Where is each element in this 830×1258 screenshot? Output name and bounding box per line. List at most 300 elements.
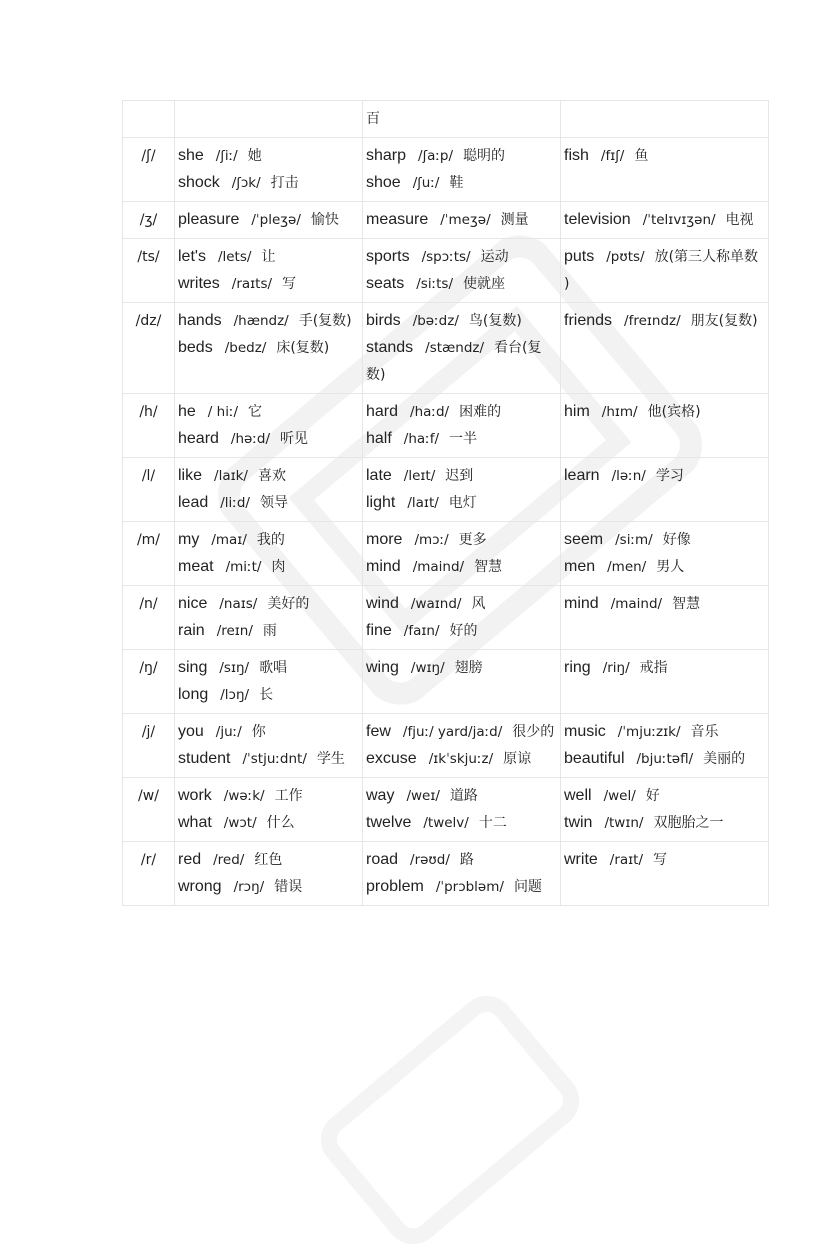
example-word: twelve xyxy=(366,814,412,831)
example-entry xyxy=(178,719,359,746)
example-entry xyxy=(178,463,359,490)
phonetic-transcription: /bəːdz/ xyxy=(412,313,459,329)
example-cell xyxy=(175,458,363,522)
phoneme-symbol: /ts/ xyxy=(123,239,175,303)
phonetic-transcription: /laɪt/ xyxy=(407,495,439,511)
example-word: music xyxy=(564,723,606,740)
example-entry xyxy=(178,527,359,554)
example-word: wrong xyxy=(178,878,222,895)
example-entry xyxy=(366,207,557,234)
example-cell xyxy=(175,138,363,202)
phonetics-table xyxy=(122,100,769,906)
chinese-meaning: 它 xyxy=(248,404,263,420)
example-entry xyxy=(564,746,765,773)
table-row-header xyxy=(123,101,769,138)
example-entry xyxy=(366,170,557,197)
example-entry xyxy=(366,335,557,389)
example-word: what xyxy=(178,814,212,831)
example-word: fish xyxy=(564,147,589,164)
example-entry xyxy=(366,308,557,335)
example-word: red xyxy=(178,851,202,868)
chinese-meaning: 朋友(复数) xyxy=(690,313,758,329)
example-entry xyxy=(366,426,557,453)
example-cell xyxy=(561,586,769,650)
example-entry xyxy=(178,490,359,517)
phonetic-transcription: /men/ xyxy=(607,559,647,575)
example-cell xyxy=(561,138,769,202)
example-entry xyxy=(366,847,557,874)
phonetic-transcription: /wəːk/ xyxy=(223,788,265,804)
example-word: you xyxy=(178,723,204,740)
chinese-meaning: 道路 xyxy=(449,788,478,804)
example-word: meat xyxy=(178,558,214,575)
example-entry xyxy=(178,554,359,581)
example-word: my xyxy=(178,531,200,548)
example-cell xyxy=(175,522,363,586)
example-entry xyxy=(564,207,765,234)
cell-top-text: 百 xyxy=(363,101,561,138)
example-word: him xyxy=(564,403,590,420)
chinese-meaning: 好 xyxy=(645,788,660,804)
chinese-meaning: 长 xyxy=(259,687,274,703)
phonetic-transcription: /ʃuː/ xyxy=(412,175,440,191)
chinese-meaning: 电灯 xyxy=(448,495,477,511)
example-entry xyxy=(178,874,359,901)
chinese-meaning: 看台(复数) xyxy=(366,340,542,383)
example-entry xyxy=(366,527,557,554)
phonetic-transcription: /bedz/ xyxy=(224,340,267,356)
example-entry xyxy=(564,591,765,618)
cell-empty xyxy=(175,101,363,138)
phonetic-transcription: /faɪn/ xyxy=(403,623,440,639)
example-word: television xyxy=(564,211,631,228)
chinese-meaning: 你 xyxy=(251,724,266,740)
phoneme-symbol: /ʃ/ xyxy=(123,138,175,202)
chinese-meaning: 领导 xyxy=(259,495,288,511)
phonetic-transcription: /raɪts/ xyxy=(231,276,273,292)
phonetic-transcription: /weɪ/ xyxy=(406,788,440,804)
example-entry xyxy=(366,244,557,271)
example-entry xyxy=(366,618,557,645)
example-word: writes xyxy=(178,275,220,292)
example-entry xyxy=(178,682,359,709)
example-cell xyxy=(561,522,769,586)
example-entry xyxy=(564,847,765,874)
example-entry xyxy=(366,271,557,298)
example-word: puts xyxy=(564,248,595,265)
example-word: birds xyxy=(366,312,401,329)
chinese-meaning: 困难的 xyxy=(459,404,502,420)
phonetic-transcription: /twelv/ xyxy=(423,815,469,831)
chinese-meaning: 美丽的 xyxy=(703,751,746,767)
chinese-meaning: 雨 xyxy=(262,623,277,639)
example-word: seem xyxy=(564,531,604,548)
example-entry xyxy=(366,463,557,490)
example-word: friends xyxy=(564,312,613,329)
example-entry xyxy=(178,783,359,810)
example-cell xyxy=(175,778,363,842)
table-row xyxy=(123,394,769,458)
example-word: twin xyxy=(564,814,593,831)
chinese-meaning: 他(宾格) xyxy=(647,404,701,420)
example-cell xyxy=(363,458,561,522)
chinese-meaning: 十二 xyxy=(478,815,507,831)
phonetic-transcription: /stændz/ xyxy=(425,340,485,356)
chinese-meaning: 美好的 xyxy=(267,596,310,612)
phonetic-transcription: /maɪ/ xyxy=(211,532,247,548)
chinese-meaning: 工作 xyxy=(274,788,303,804)
chinese-meaning: 迟到 xyxy=(445,468,474,484)
example-cell xyxy=(363,239,561,303)
example-entry xyxy=(366,554,557,581)
example-entry xyxy=(366,591,557,618)
example-entry xyxy=(564,308,765,335)
phonetic-transcription: /mɔː/ xyxy=(414,532,449,548)
example-entry xyxy=(178,244,359,271)
phoneme-symbol: /m/ xyxy=(123,522,175,586)
phonetic-transcription: /maind/ xyxy=(610,596,663,612)
phoneme-symbol: /h/ xyxy=(123,394,175,458)
phonetic-transcription: /fɪʃ/ xyxy=(600,148,625,164)
chinese-meaning: 歌唱 xyxy=(259,660,288,676)
example-entry xyxy=(564,463,765,490)
example-word: like xyxy=(178,467,203,484)
phonetic-transcription: / hiː/ xyxy=(207,404,239,420)
example-word: wing xyxy=(366,659,399,676)
example-entry xyxy=(178,847,359,874)
example-word: work xyxy=(178,787,212,804)
example-word: problem xyxy=(366,878,424,895)
example-cell xyxy=(363,202,561,239)
phoneme-symbol: /r/ xyxy=(123,842,175,906)
phonetic-transcription: /wel/ xyxy=(603,788,636,804)
chinese-meaning: 写 xyxy=(653,852,668,868)
example-word: lead xyxy=(178,494,209,511)
example-word: way xyxy=(366,787,395,804)
phoneme-symbol: /l/ xyxy=(123,458,175,522)
example-entry xyxy=(366,399,557,426)
chinese-meaning: 鱼 xyxy=(634,148,649,164)
phonetic-transcription: /waɪnd/ xyxy=(410,596,462,612)
example-cell xyxy=(175,714,363,778)
example-word: heard xyxy=(178,430,219,447)
example-word: ring xyxy=(564,659,591,676)
example-cell xyxy=(363,586,561,650)
phonetic-transcription: /hɪm/ xyxy=(601,404,638,420)
table-row xyxy=(123,239,769,303)
phonetic-transcription: /lɔŋ/ xyxy=(220,687,250,703)
chinese-meaning: 鞋 xyxy=(449,175,464,191)
example-entry xyxy=(564,655,765,682)
example-cell xyxy=(363,778,561,842)
phonetic-transcription: /riŋ/ xyxy=(602,660,630,676)
example-entry xyxy=(366,655,557,682)
example-word: pleasure xyxy=(178,211,240,228)
chinese-meaning: 好像 xyxy=(662,532,691,548)
table-row xyxy=(123,202,769,239)
chinese-meaning: 原谅 xyxy=(503,751,532,767)
phonetic-transcription: /ʃaːp/ xyxy=(418,148,454,164)
phonetic-transcription: /wɔt/ xyxy=(223,815,257,831)
phoneme-symbol: /dz/ xyxy=(123,303,175,394)
example-entry xyxy=(366,143,557,170)
example-cell xyxy=(561,239,769,303)
chinese-meaning: 打击 xyxy=(270,175,299,191)
example-word: beds xyxy=(178,339,213,356)
phonetic-transcription: /raɪt/ xyxy=(609,852,644,868)
phonetic-transcription: /ɪkˈskjuːz/ xyxy=(428,751,494,767)
example-cell xyxy=(175,303,363,394)
example-entry xyxy=(178,335,359,362)
phonetic-transcription: /maind/ xyxy=(412,559,465,575)
example-cell xyxy=(363,714,561,778)
example-cell xyxy=(561,714,769,778)
example-cell xyxy=(561,202,769,239)
table-row xyxy=(123,458,769,522)
table-row xyxy=(123,522,769,586)
example-word: few xyxy=(366,723,391,740)
example-word: road xyxy=(366,851,399,868)
example-entry xyxy=(564,399,765,426)
chinese-meaning: 测量 xyxy=(500,212,529,228)
example-cell xyxy=(561,303,769,394)
chinese-meaning: 床(复数) xyxy=(276,340,330,356)
example-entry xyxy=(564,527,765,554)
chinese-meaning: 学习 xyxy=(655,468,684,484)
phonetic-transcription: /ʃiː/ xyxy=(215,148,238,164)
example-cell xyxy=(175,586,363,650)
phonetic-transcription: /juː/ xyxy=(215,724,242,740)
example-word: let's xyxy=(178,248,206,265)
phonetic-transcription: /hændz/ xyxy=(233,313,289,329)
chinese-meaning: 智慧 xyxy=(672,596,701,612)
chinese-meaning: 肉 xyxy=(271,559,286,575)
example-word: well xyxy=(564,787,592,804)
example-entry xyxy=(564,244,765,298)
phonetic-transcription: /ˈmeʒə/ xyxy=(440,212,491,228)
example-entry xyxy=(366,746,557,773)
example-cell xyxy=(363,303,561,394)
example-entry xyxy=(178,426,359,453)
table-row xyxy=(123,138,769,202)
example-entry xyxy=(564,554,765,581)
example-entry xyxy=(564,810,765,837)
example-entry xyxy=(178,618,359,645)
example-entry xyxy=(366,874,557,901)
chinese-meaning: 红色 xyxy=(254,852,283,868)
example-cell xyxy=(175,394,363,458)
phonetic-transcription: /wɪŋ/ xyxy=(410,660,445,676)
phonetic-transcription: /red/ xyxy=(213,852,245,868)
example-word: nice xyxy=(178,595,208,612)
phoneme-symbol: /n/ xyxy=(123,586,175,650)
watermark-stamp-lower xyxy=(307,982,594,1258)
phonetic-transcription: /rɔŋ/ xyxy=(233,879,265,895)
example-word: shoe xyxy=(366,174,401,191)
example-cell xyxy=(561,778,769,842)
example-cell xyxy=(363,138,561,202)
chinese-meaning: 很少的 xyxy=(512,724,555,740)
phonetic-transcription: /ˈprɔbləm/ xyxy=(435,879,504,895)
example-word: sing xyxy=(178,659,208,676)
example-entry xyxy=(178,308,359,335)
chinese-meaning: 风 xyxy=(471,596,486,612)
example-cell xyxy=(363,842,561,906)
example-word: seats xyxy=(366,275,405,292)
phoneme-symbol: /j/ xyxy=(123,714,175,778)
example-word: long xyxy=(178,686,209,703)
example-entry xyxy=(178,655,359,682)
chinese-meaning: 错误 xyxy=(274,879,303,895)
phonetic-transcription: /rəʊd/ xyxy=(410,852,450,868)
example-entry xyxy=(366,783,557,810)
example-word: measure xyxy=(366,211,429,228)
phonetic-transcription: /ʃɔk/ xyxy=(231,175,261,191)
example-entry xyxy=(178,746,359,773)
phonetic-transcription: /freɪndz/ xyxy=(624,313,681,329)
chinese-meaning: 喜欢 xyxy=(257,468,286,484)
phonetic-transcription: /ˈpleʒə/ xyxy=(251,212,301,228)
table-row xyxy=(123,778,769,842)
example-entry xyxy=(178,810,359,837)
example-entry xyxy=(564,143,765,170)
example-word: stands xyxy=(366,339,414,356)
phonetic-transcription: /naɪs/ xyxy=(219,596,258,612)
example-entry xyxy=(564,719,765,746)
example-word: beautiful xyxy=(564,750,625,767)
phonetic-transcription: /miːt/ xyxy=(225,559,262,575)
example-entry xyxy=(366,810,557,837)
chinese-meaning: 智慧 xyxy=(474,559,503,575)
chinese-meaning: 什么 xyxy=(266,815,295,831)
example-word: she xyxy=(178,147,204,164)
example-cell xyxy=(561,842,769,906)
example-word: wind xyxy=(366,595,399,612)
chinese-meaning: 让 xyxy=(261,249,276,265)
chinese-meaning: 电视 xyxy=(725,212,754,228)
example-word: light xyxy=(366,494,396,511)
example-word: learn xyxy=(564,467,600,484)
example-entry xyxy=(178,399,359,426)
phoneme-symbol: /ʒ/ xyxy=(123,202,175,239)
example-word: mind xyxy=(366,558,401,575)
phonetic-transcription: /ləːn/ xyxy=(611,468,646,484)
chinese-meaning: 双胞胎之一 xyxy=(653,815,724,831)
chinese-meaning: 男人 xyxy=(656,559,685,575)
phoneme-symbol: /w/ xyxy=(123,778,175,842)
phonetic-transcription: /həːd/ xyxy=(230,431,270,447)
phonetic-transcription: /siːts/ xyxy=(416,276,454,292)
example-word: student xyxy=(178,750,231,767)
example-cell xyxy=(561,458,769,522)
phonetic-transcription: /ˈtelɪvɪʒən/ xyxy=(642,212,716,228)
example-entry xyxy=(178,170,359,197)
phonetic-transcription: /reɪn/ xyxy=(216,623,253,639)
example-entry xyxy=(178,143,359,170)
table-row xyxy=(123,714,769,778)
example-entry xyxy=(366,490,557,517)
example-word: more xyxy=(366,531,403,548)
chinese-meaning: 学生 xyxy=(316,751,345,767)
example-cell xyxy=(363,522,561,586)
chinese-meaning: 愉快 xyxy=(310,212,339,228)
chinese-meaning: 她 xyxy=(247,148,262,164)
example-cell xyxy=(175,650,363,714)
example-word: shock xyxy=(178,174,220,191)
chinese-meaning: 音乐 xyxy=(690,724,719,740)
chinese-meaning: 听见 xyxy=(280,431,308,447)
example-word: sharp xyxy=(366,147,407,164)
chinese-meaning: 鸟(复数) xyxy=(468,313,522,329)
phonetic-transcription: /ˈstjuːdnt/ xyxy=(242,751,307,767)
chinese-meaning: 问题 xyxy=(513,879,542,895)
chinese-meaning: 使就座 xyxy=(463,276,506,292)
example-cell xyxy=(561,650,769,714)
example-word: excuse xyxy=(366,750,417,767)
chinese-meaning: 聪明的 xyxy=(463,148,506,164)
chinese-meaning: 我的 xyxy=(256,532,285,548)
example-cell xyxy=(175,239,363,303)
phonetic-transcription: /siːm/ xyxy=(615,532,653,548)
chinese-meaning: 更多 xyxy=(458,532,487,548)
phonetic-transcription: /spɔːts/ xyxy=(421,249,471,265)
phonetic-transcription: /ˈmjuːzɪk/ xyxy=(617,724,681,740)
example-word: men xyxy=(564,558,596,575)
example-word: hard xyxy=(366,403,399,420)
example-cell xyxy=(175,842,363,906)
example-cell xyxy=(363,650,561,714)
phonetic-transcription: /pʊts/ xyxy=(606,249,645,265)
phonetic-transcription: /leɪt/ xyxy=(403,468,436,484)
chinese-meaning: 路 xyxy=(459,852,474,868)
chinese-meaning: 好的 xyxy=(449,623,478,639)
chinese-meaning: 写 xyxy=(282,276,297,292)
example-word: write xyxy=(564,851,598,868)
example-cell xyxy=(561,394,769,458)
example-word: mind xyxy=(564,595,599,612)
chinese-meaning: 运动 xyxy=(480,249,509,265)
chinese-meaning: 翅膀 xyxy=(454,660,483,676)
phonetic-transcription: /haːf/ xyxy=(403,431,440,447)
cell-empty xyxy=(123,101,175,138)
table-row xyxy=(123,650,769,714)
example-word: hands xyxy=(178,312,222,329)
phonetic-transcription: /bjuːtəfl/ xyxy=(636,751,694,767)
phonetic-transcription: /lets/ xyxy=(217,249,252,265)
phonetic-transcription: /haːd/ xyxy=(410,404,450,420)
example-entry xyxy=(178,271,359,298)
phonetic-transcription: /liːd/ xyxy=(220,495,250,511)
example-word: rain xyxy=(178,622,205,639)
example-cell xyxy=(363,394,561,458)
phonetic-transcription: /fjuː/ yard/jaːd/ xyxy=(402,724,503,740)
example-entry xyxy=(178,591,359,618)
example-word: fine xyxy=(366,622,392,639)
example-word: half xyxy=(366,430,392,447)
phoneme-symbol: /ŋ/ xyxy=(123,650,175,714)
table-row xyxy=(123,586,769,650)
phonetic-transcription: /twɪn/ xyxy=(604,815,644,831)
chinese-meaning: 手(复数) xyxy=(298,313,352,329)
example-entry xyxy=(178,207,359,234)
phonetic-transcription: /laɪk/ xyxy=(214,468,248,484)
example-word: sports xyxy=(366,248,410,265)
example-word: he xyxy=(178,403,196,420)
table-row xyxy=(123,303,769,394)
example-word: late xyxy=(366,467,392,484)
cell-empty xyxy=(561,101,769,138)
example-cell xyxy=(175,202,363,239)
